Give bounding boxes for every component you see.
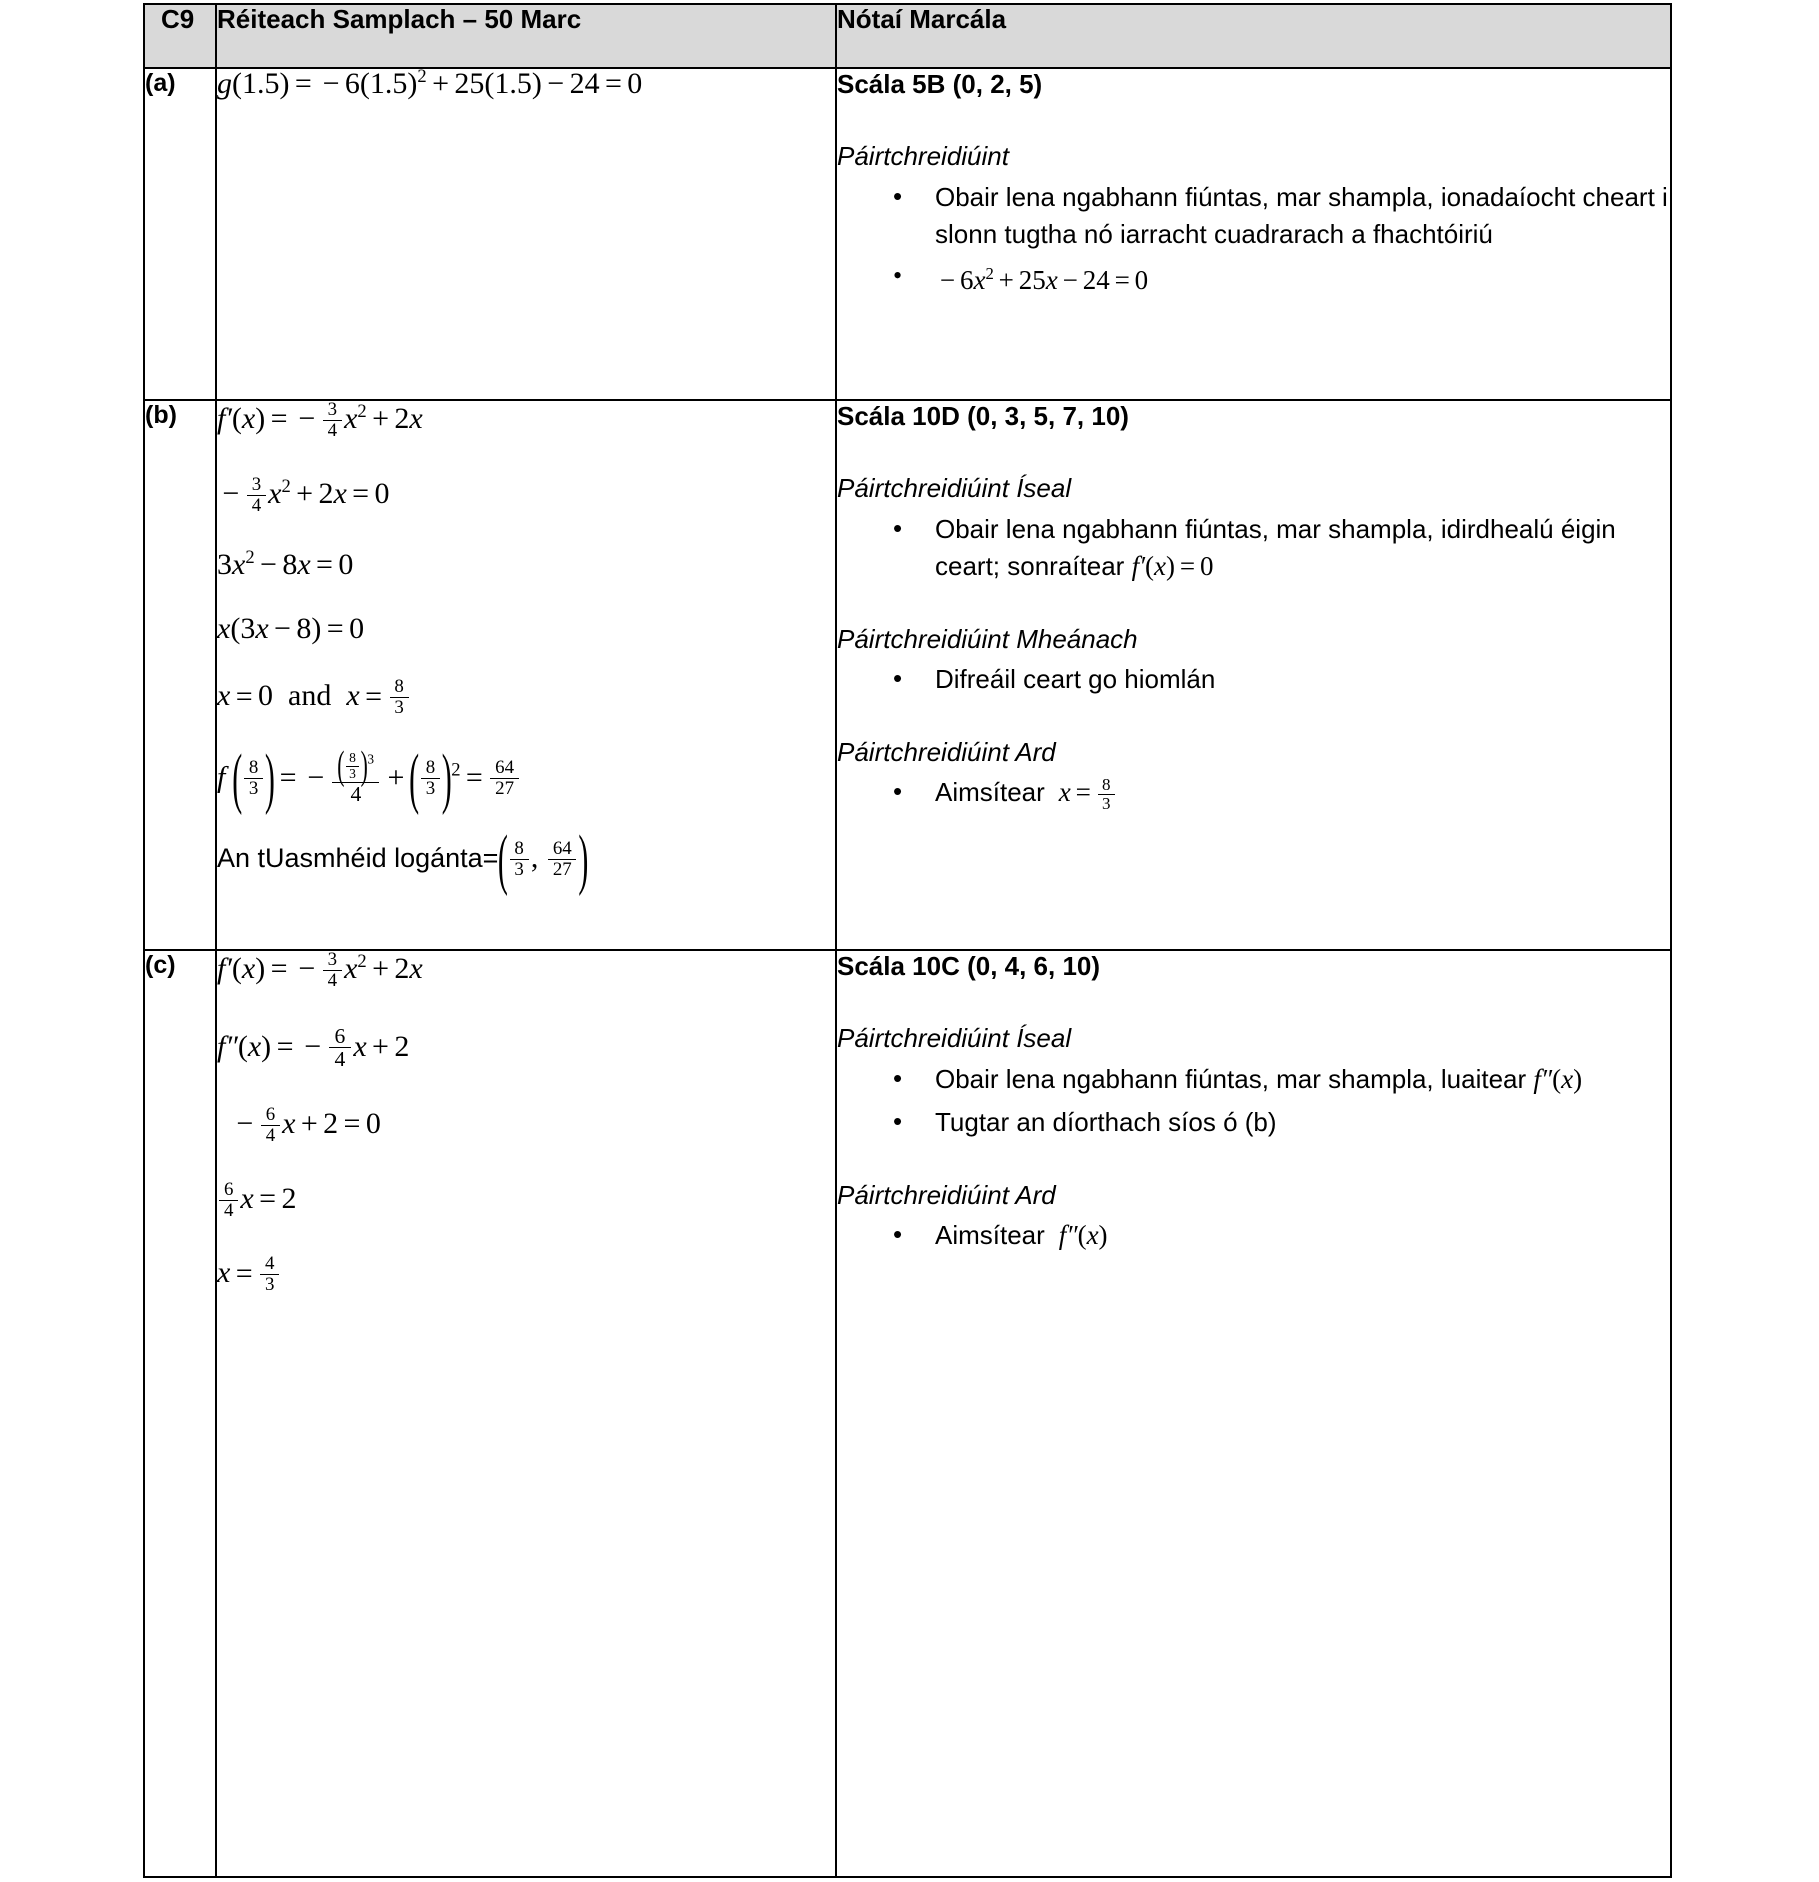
list-item <box>837 774 1670 813</box>
partial-credit-list-a-1 <box>837 179 1670 301</box>
notes-cell-b <box>836 400 1671 950</box>
header-solution-column: Réiteach Samplach – 50 Marc <box>216 4 836 68</box>
header-notes-column: Nótaí Marcála <box>836 4 1671 68</box>
row-label-b: (b) <box>144 400 216 950</box>
row-label-a: (a) <box>144 68 216 400</box>
equation-b-4: x(3x − 8) = 0 <box>217 612 365 646</box>
list-item <box>837 1061 1670 1098</box>
row-label-c: (c) <box>144 950 216 1877</box>
table-row <box>144 950 1671 1877</box>
table-row <box>144 400 1671 950</box>
equation-c-5: x = $\frac{4}{3}$ <box>217 1255 835 1296</box>
partial-credit-list-c-2 <box>837 1217 1670 1254</box>
list-item <box>837 1217 1670 1254</box>
equation-b-7: An tUasmhéid logánta= ( $\frac{8}{3}$ , $\frac{64}{27}$ ) <box>217 840 835 881</box>
list-item: • Obair lena ngabhann fiúntas, mar shampla, ionadaíocht cheart i slonn tugtha nó iarracht cuadrarach a fhachtóiriú <box>837 179 1670 253</box>
list-item-text: Aimsítear <box>935 777 1045 808</box>
partial-credit-heading-c-1: Páirtchreidiúint Íseal <box>837 1023 1072 1054</box>
table-header-row <box>144 4 1671 68</box>
list-item <box>837 511 1670 585</box>
equation-c-2: f″(x) = − $\frac{6}{4}$ x + 2 <box>217 1023 410 1072</box>
scale-heading-c: Scála 10C (0, 4, 6, 10) <box>837 951 1101 981</box>
partial-credit-heading-a-1: Páirtchreidiúint <box>837 141 1009 172</box>
partial-credit-list-b-1 <box>837 511 1670 585</box>
equation-c-note-2: f″(x) <box>1058 1220 1108 1250</box>
notes-cell-a <box>836 68 1671 400</box>
equation-c-3: − $\frac{6}{4}$ x + 2 = 0 <box>236 1104 381 1146</box>
marking-scheme-table <box>143 3 1672 1878</box>
partial-credit-list-b-3 <box>837 774 1670 813</box>
equation-b-5: x = 0 and x = $\frac{8}{3}$ <box>217 678 835 719</box>
equation-b-6: f ( $\frac{8}{3}$ ) = − ( $\frac{8}{3}$ ) $^3$ 4 + ( $\frac{8}{3}$ ) $^2$ = $\frac{64}{27}$ <box>217 753 835 806</box>
list-item: • Difreáil ceart go hiomlán <box>837 661 1670 698</box>
header-question-code: C9 <box>144 4 216 68</box>
partial-credit-list-b-2 <box>837 661 1670 698</box>
equation-b-note-2: x = $\frac{8}{3}$ <box>1052 777 1117 807</box>
list-item-text: Obair lena ngabhann fiúntas, mar shampla, idirdhealú éigin ceart; <box>935 513 1616 581</box>
solution-cell-b <box>216 400 836 950</box>
list-item-text-2: shampla, luaitear <box>1328 1063 1527 1094</box>
equation-a-1: g(1.5) = − $6(1.5)^2 + 25(1.5) - 24 = 0$ <box>217 66 643 100</box>
list-item-text-2: sonraítear <box>1007 550 1125 581</box>
equation-c-1: f′(x) = − $\frac{3}{4}$ $x^2 + 2x$ <box>217 949 423 991</box>
list-item-text: Aimsítear <box>935 1220 1045 1250</box>
equation-b-1: f′(x) = − $\frac{3}{4}$ $x^2 + 2x$ <box>217 399 423 441</box>
solution-cell-a <box>216 68 836 400</box>
partial-credit-heading-b-3: Páirtchreidiúint Ard <box>837 736 1056 767</box>
solution-cell-c <box>216 950 836 1877</box>
list-item-text: Obair lena ngabhann fiúntas, mar <box>935 1063 1321 1094</box>
scale-heading-a: Scála 5B (0, 2, 5) <box>837 69 1043 99</box>
list-item <box>837 259 1670 302</box>
list-item: • Tugtar an díorthach síos ó (b) <box>837 1104 1670 1141</box>
equation-c-note-1: f″(x) <box>1533 1063 1583 1094</box>
table-row <box>144 68 1671 400</box>
equation-b-note-1: f′(x) = 0 <box>1131 550 1214 581</box>
partial-credit-heading-b-1: Páirtchreidiúint Íseal <box>837 473 1072 504</box>
partial-credit-heading-b-2: Páirtchreidiúint Mheánach <box>837 623 1138 654</box>
notes-cell-c <box>836 950 1671 1877</box>
partial-credit-list-c-1 <box>837 1061 1670 1141</box>
equation-b-2: − $\frac{3}{4}$ $x^2 + 2x = 0$ <box>222 473 390 516</box>
scale-heading-b: Scála 10D (0, 3, 5, 7, 10) <box>837 401 1129 431</box>
equation-c-4: $\frac{6}{4}$ x = 2 <box>217 1181 835 1222</box>
equation-b-3: $3x^2 - 8x = 0$ <box>217 547 354 582</box>
partial-credit-heading-c-2: Páirtchreidiúint Ard <box>837 1179 1056 1210</box>
equation-a-note: − $6x^2 + 25x - 24 = 0$ <box>939 263 1149 295</box>
